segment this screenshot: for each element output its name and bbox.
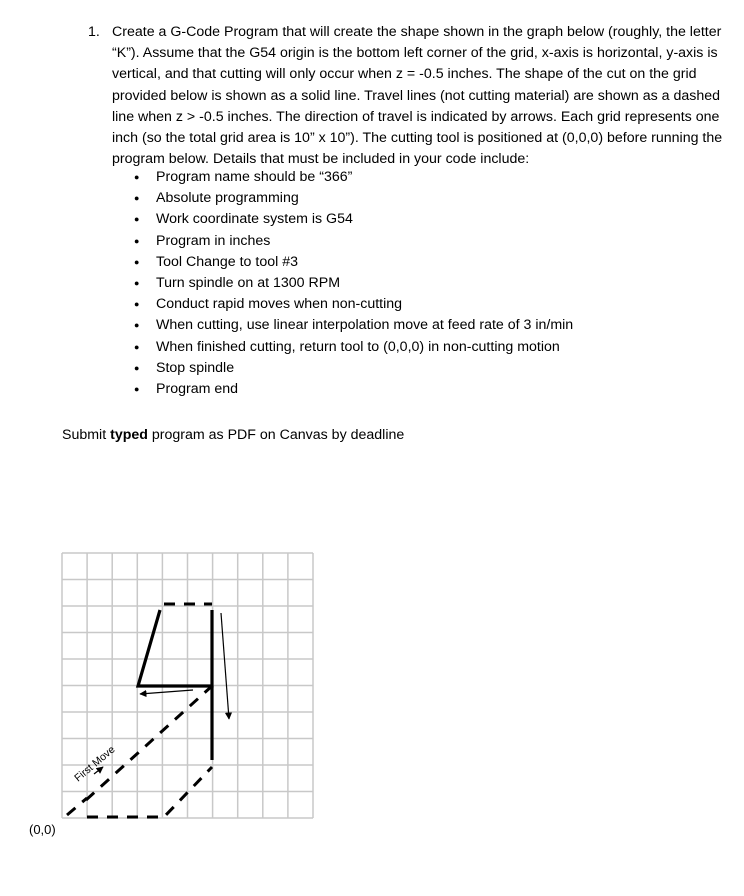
question-text: Create a G-Code Program that will create the shape shown in the graph below (roughly, the letter “K”). Assume that the G54 origin is the bottom left corner of the grid, x-axis is horizontal, y-axis is vertical, and that cutting will only occur when z = -0.5 inches. The shape of the cut on the grid provided below is shown as a solid line. Travel lines (not cutting material) are shown as a dashed line when z > -0.5 inches. The direction of travel is indicated by arrows. Each grid represents one inch (so the total grid area is 10” x 10”). The cutting tool is positioned at (0,0,0) before running the program below. Details that must be included in your code include: (112, 24, 723, 168)
requirement-item: ● Program in inches (134, 231, 573, 252)
submit-prefix: Submit (62, 427, 111, 443)
requirement-item: ● When finished cutting, return tool to (0,0,0) in non-cutting motion (134, 337, 573, 358)
origin-label: (0,0) (29, 822, 56, 837)
arrow-down (221, 613, 229, 719)
travel-line-first-move (86, 686, 212, 800)
travel-path (67, 604, 212, 817)
cut-line-main (138, 610, 212, 686)
requirement-item: ● Absolute programming (134, 188, 573, 209)
submit-suffix: program as PDF on Canvas by deadline (147, 427, 405, 443)
requirement-item: ● When cutting, use linear interpolation move at feed rate of 3 in/min (134, 315, 573, 336)
requirement-item: ● Program name should be “366” (134, 167, 573, 188)
first-move-label: First Move (72, 743, 118, 785)
requirement-item: ● Stop spindle (134, 358, 573, 379)
requirement-item: ● Tool Change to tool #3 (134, 252, 573, 273)
question-number: 1. (88, 24, 100, 40)
requirement-item: ● Work coordinate system is G54 (134, 209, 573, 230)
requirement-item: ● Conduct rapid moves when non-cutting (134, 294, 573, 315)
requirement-item: ● Program end (134, 379, 573, 400)
submit-emphasis: typed (110, 427, 148, 443)
travel-line-start (67, 798, 87, 815)
requirement-item: ● Turn spindle on at 1300 RPM (134, 273, 573, 294)
arrow-left (140, 690, 193, 694)
